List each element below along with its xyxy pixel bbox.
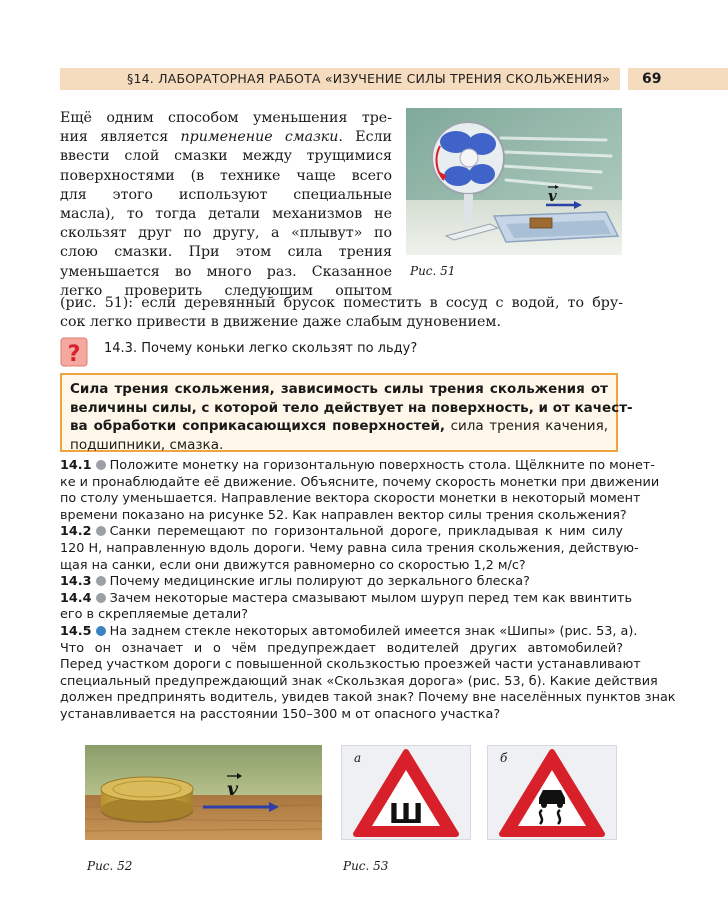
text-segment: Ещё одним способом уменьшения тре- [60, 110, 392, 126]
task-item [60, 524, 623, 541]
task-line [60, 491, 641, 508]
fan-illustration [406, 108, 622, 255]
text-line [60, 224, 392, 243]
key-terms-line: подшипники, смазка. [70, 436, 224, 453]
vector-v-label: v [548, 187, 557, 205]
task-number: 14.3 [60, 574, 92, 590]
task-text: Зачем некоторые мастера смазывают мылом шуруп перед тем как ввинтить [109, 590, 633, 606]
task-line [60, 507, 627, 525]
text-line [60, 109, 392, 128]
figure-53a-spikes-sign [341, 745, 471, 840]
difficulty-dot-icon [96, 460, 106, 470]
task-text: устанавливается на расстоянии 150–300 м от опасного участка? [60, 706, 501, 722]
task-item [60, 623, 638, 641]
text-line [60, 147, 392, 166]
difficulty-dot-icon [96, 526, 106, 536]
key-terms-line: ва обработки соприкасающихся поверхностей, [70, 418, 446, 434]
figure-53a-label: а [354, 751, 362, 765]
key-terms-box [60, 373, 633, 453]
figure-52-caption: Рис. 52 [87, 859, 133, 873]
text-segment: легко проверить следующим опытом [60, 282, 392, 299]
figure-51-caption: Рис. 51 [410, 264, 456, 278]
key-terms-line: Сила трения скольжения, зависимость силы трения скольжения от [70, 381, 608, 397]
task-item [60, 574, 623, 591]
question-14-3: 14.3. Почему коньки легко скользят по льду? [104, 341, 418, 356]
task-text: его в скрепляемые детали? [60, 607, 248, 623]
text-segment: скользят друг по другу, а «плывут» по [60, 225, 392, 242]
text-line: сок легко привести в движение даже слабым дуновением. [60, 314, 501, 331]
task-text: по столу уменьшается. Направление вектора скорости монетки в некоторый момент [60, 491, 641, 507]
text-segment: уменьшается во много раз. Сказанное [60, 263, 392, 280]
task-text: специальный предупреждающий знак «Скользкая дорога» (рис. 53, б). Какие действия [60, 673, 658, 689]
running-header [60, 68, 620, 90]
task-text: Санки перемещают по горизонтальной дороге, прикладывая к ним силу [109, 524, 623, 540]
task-text: щая на санки, если они движутся равномерно со скоростью 1,2 м/с? [60, 557, 526, 573]
text-segment: ния является [60, 129, 181, 146]
text-segment: для этого используют специальные [60, 186, 392, 203]
text-segment: слою смазки. При этом сила трения [60, 244, 392, 261]
main-paragraph-left [60, 109, 392, 301]
text-segment: поверхностями (в технике чаще всего [60, 167, 392, 184]
figure-53-caption: Рис. 53 [343, 859, 389, 873]
text-line [60, 243, 392, 262]
task-line [60, 607, 623, 624]
slippery-road-icon [488, 746, 616, 839]
task-line [60, 558, 623, 575]
text-line [60, 205, 392, 224]
spikes-letter: Ш [388, 797, 424, 830]
task-text: Положите монетку на горизонтальную поверхность стола. Щёлкните по монет- [109, 458, 655, 473]
section-title: §14. ЛАБОРАТОРНАЯ РАБОТА «ИЗУЧЕНИЕ СИЛЫ ТРЕНИЯ СКОЛЬЖЕНИЯ» [127, 71, 610, 86]
difficulty-dot-icon [96, 593, 106, 603]
difficulty-dot-icon [96, 626, 106, 636]
task-text: Перед участком дороги с повышенной скользкостью проезжей части устанавливают [60, 657, 641, 673]
task-line [60, 690, 676, 707]
task-line [60, 474, 660, 492]
difficulty-dot-icon [96, 576, 106, 586]
text-segment: . Если [338, 129, 392, 146]
figure-51-fan-experiment [406, 108, 622, 255]
task-text: 120 Н, направленную вдоль дороги. Чему равна сила трения скольжения, действую- [60, 540, 639, 556]
question-mark-icon [60, 337, 88, 367]
task-text: ке и пронаблюдайте её движение. Объясните, почему скорость монетки при движении [60, 474, 660, 490]
text-line [60, 186, 392, 205]
task-line [60, 641, 623, 658]
svg-text:?: ? [67, 342, 81, 367]
task-text: Почему медицинские иглы полируют до зеркального блеска? [109, 574, 530, 590]
key-terms-line: величины силы, с которой тело действует на поверхность, и от качест- [70, 399, 633, 416]
text-line [60, 128, 392, 147]
figure-53b-slippery-road-sign [487, 745, 617, 840]
text-line: (рис. 51): если деревянный брусок поместить в сосуд с водой, то бру- [60, 295, 623, 311]
text-line [60, 263, 392, 282]
task-text: времени показано на рисунке 52. Как направлен вектор силы трения скольжения? [60, 507, 627, 523]
task-text: На заднем стекле некоторых автомобилей имеется знак «Шипы» (рис. 53, а). [109, 623, 638, 639]
task-text: должен предпринять водитель, увидев такой знак? Почему вне населённых пунктов знак [60, 690, 676, 706]
spikes-sign-icon [342, 746, 470, 839]
task-list [60, 458, 676, 724]
task-item [60, 458, 655, 475]
task-text: Что он означает и о чём предупреждает водителей других автомобилей? [60, 640, 623, 656]
task-line [60, 707, 623, 724]
task-number: 14.2 [60, 524, 92, 540]
emphasis-term: применение смазки [180, 129, 339, 146]
vector-v-label: v [227, 778, 239, 800]
main-paragraph-full [60, 294, 623, 332]
task-line [60, 540, 639, 558]
task-number: 14.4 [60, 590, 92, 606]
text-segment: масла), то тогда детали механизмов не [60, 206, 392, 223]
task-number: 14.1 [60, 458, 92, 473]
figure-53b-label: б [500, 751, 508, 765]
task-line [60, 657, 641, 674]
task-item [60, 590, 633, 608]
figure-52-coin [85, 745, 322, 840]
text-segment: ввести слой смазки между трущимися [60, 148, 392, 165]
page-number: 69 [628, 68, 728, 90]
task-line [60, 673, 658, 691]
task-number: 14.5 [60, 623, 92, 639]
text-line [60, 167, 392, 186]
key-terms-line: сила трения качения, [445, 418, 608, 434]
